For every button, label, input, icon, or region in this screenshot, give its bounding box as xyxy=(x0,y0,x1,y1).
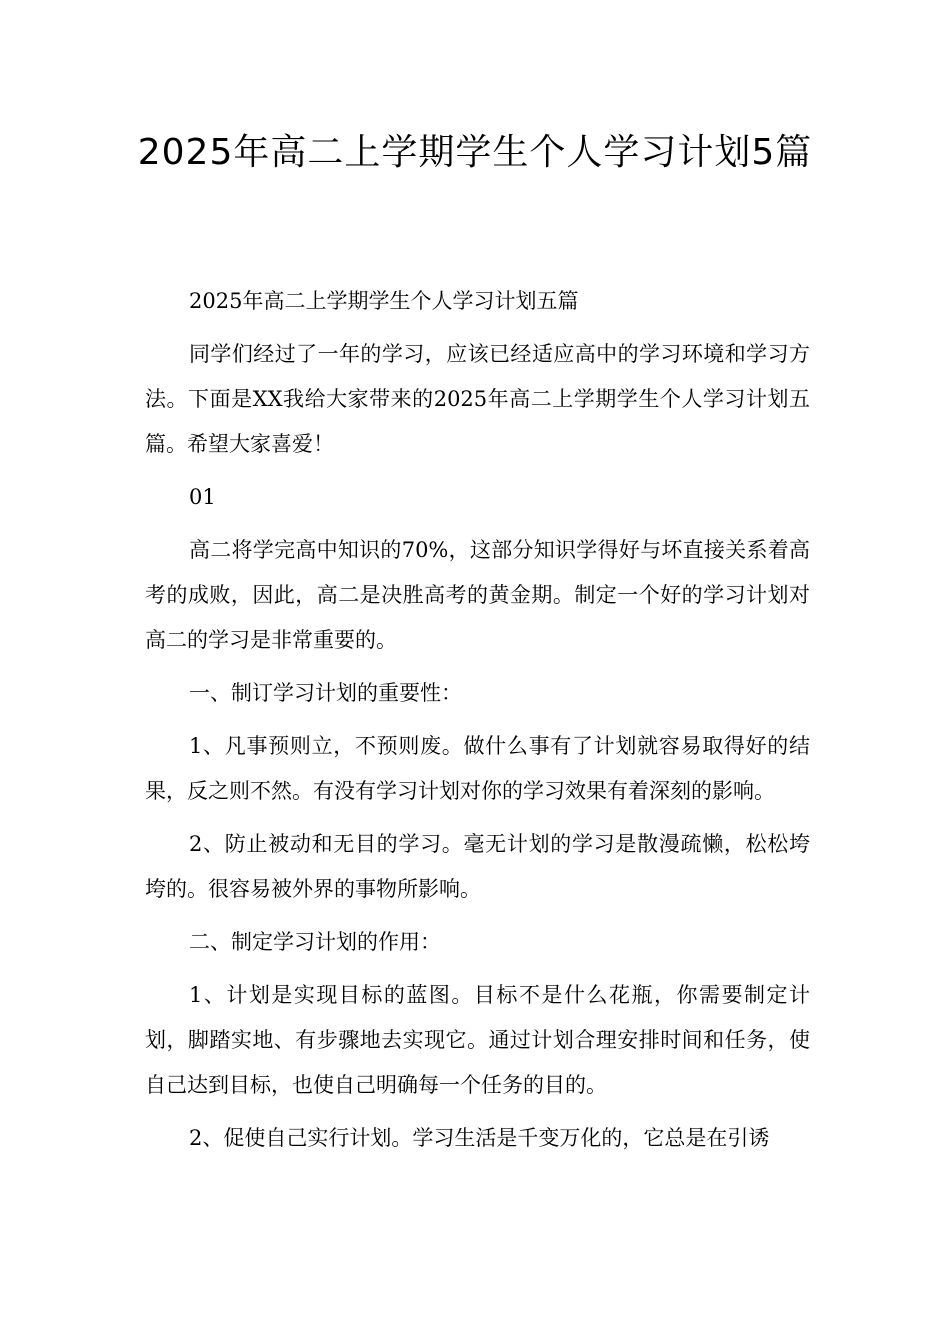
paragraph-subtitle: 2025年高二上学期学生个人学习计划五篇 xyxy=(189,289,579,313)
paragraph: 1、凡事预则立，不预则废。做什么事有了计划就容易取得好的结果，反之则不然。有没有学习计划对你的学习效果有着深刻的影响。 xyxy=(145,734,810,803)
section-heading: 一、制订学习计划的重要性： xyxy=(189,681,462,705)
document-body xyxy=(145,279,810,1169)
document-title: 2025年高二上学期学生个人学习计划5篇 xyxy=(137,132,813,173)
paragraph-intro: 同学们经过了一年的学习，应该已经适应高中的学习环境和学习方法。下面是XX我给大家带来的2025年高二上学期学生个人学习计划五篇。希望大家喜爱！ xyxy=(145,342,810,456)
paragraph: 1、计划是实现目标的蓝图。目标不是什么花瓶，你需要制定计划，脚踏实地、有步骤地去实现它。通过计划合理安排时间和任务，使自己达到目标，也使自己明确每一个任务的目的。 xyxy=(145,983,810,1097)
paragraph: 高二将学完高中知识的70%，这部分知识学得好与坏直接关系着高考的成败，因此，高二是决胜高考的黄金期。制定一个好的学习计划对高二的学习是非常重要的。 xyxy=(145,538,810,652)
section-number: 01 xyxy=(189,485,216,509)
paragraph: 2、防止被动和无目的学习。毫无计划的学习是散漫疏懒，松松垮垮的。很容易被外界的事物所影响。 xyxy=(145,832,810,901)
paragraph: 2、促使自己实行计划。学习生活是千变万化的，它总是在引诱 xyxy=(189,1126,770,1150)
section-heading: 二、制定学习计划的作用： xyxy=(189,930,441,954)
